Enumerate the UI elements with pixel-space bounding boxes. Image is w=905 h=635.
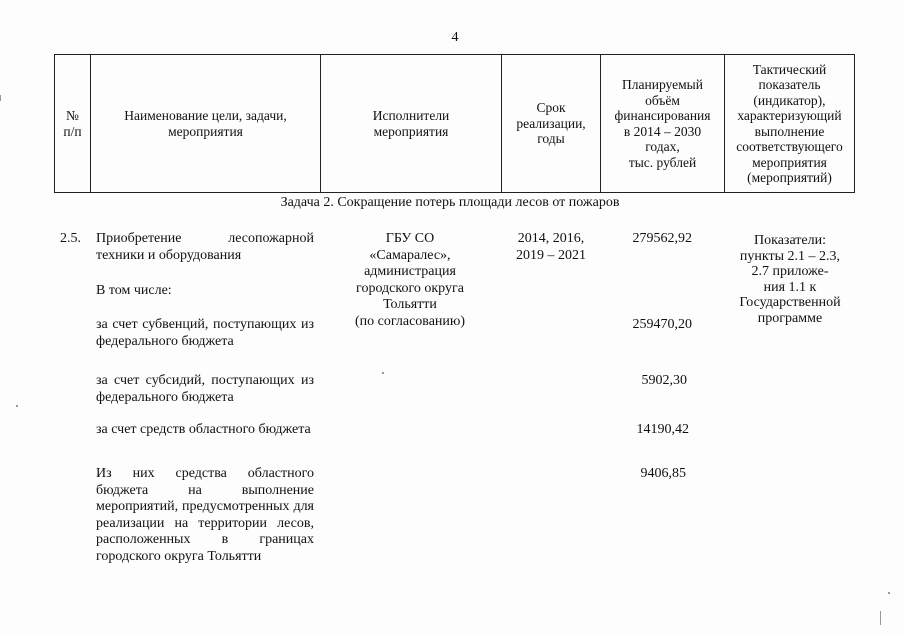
scan-speck: [888, 592, 890, 594]
sub-item-label: за счет субсидий, поступающих из федерального бюджета: [96, 373, 314, 405]
table-header-row: [55, 55, 855, 193]
header-num: № п/п: [55, 55, 91, 193]
scan-speck: [382, 372, 384, 374]
scan-speck: [880, 611, 881, 625]
row-period: 2014, 2016, 2019 – 2021: [516, 231, 586, 263]
row-number: 2.5.: [60, 231, 81, 246]
table-header: [54, 54, 855, 193]
page-number: 4: [451, 30, 459, 45]
sub-item-label: за счет субвенций, поступающих из федерального бюджета: [96, 317, 314, 349]
sub-item-amount: 9406,85: [640, 466, 686, 481]
row-name-main: Приобретение лесопожарной техники и оборудования: [96, 231, 314, 263]
header-financing: Планируемый объём финансирования в 2014 – 2030 годах, тыс. рублей: [601, 55, 725, 193]
header-period: Срок реализации, годы: [502, 55, 601, 193]
row-including-label: В том числе:: [96, 283, 172, 298]
header-name: Наименование цели, задачи, мероприятия: [91, 55, 321, 193]
row-indicator: Показатели: пункты 2.1 – 2.3, 2.7 приложе- ния 1.1 к Государственной программе: [739, 233, 841, 326]
task-title: Задача 2. Сокращение потерь площади лесов от пожаров: [280, 195, 620, 210]
sub-item-label: за счет средств областного бюджета: [96, 422, 311, 437]
header-indicator: Тактический показатель (индикатор), характеризующий выполнение соответствующего мероприятия (мероприятий): [725, 55, 855, 193]
sub-item-amount: 259470,20: [632, 317, 692, 332]
sub-item-amount: 5902,30: [641, 373, 687, 388]
row-executors: ГБУ СО «Самаралес», администрация городского округа Тольятти (по согласованию): [354, 231, 466, 329]
scan-speck: [0, 95, 1, 101]
header-executors: Исполнители мероприятия: [321, 55, 502, 193]
row-total-amount: 279562,92: [632, 231, 692, 246]
scan-speck: [16, 405, 18, 407]
sub-item-amount: 14190,42: [636, 422, 689, 437]
sub-item-label: Из них средства областного бюджета на выполнение мероприятий, предусмотренных для реализации на территории лесов, расположенных в границах городского округа Тольятти: [96, 466, 314, 564]
